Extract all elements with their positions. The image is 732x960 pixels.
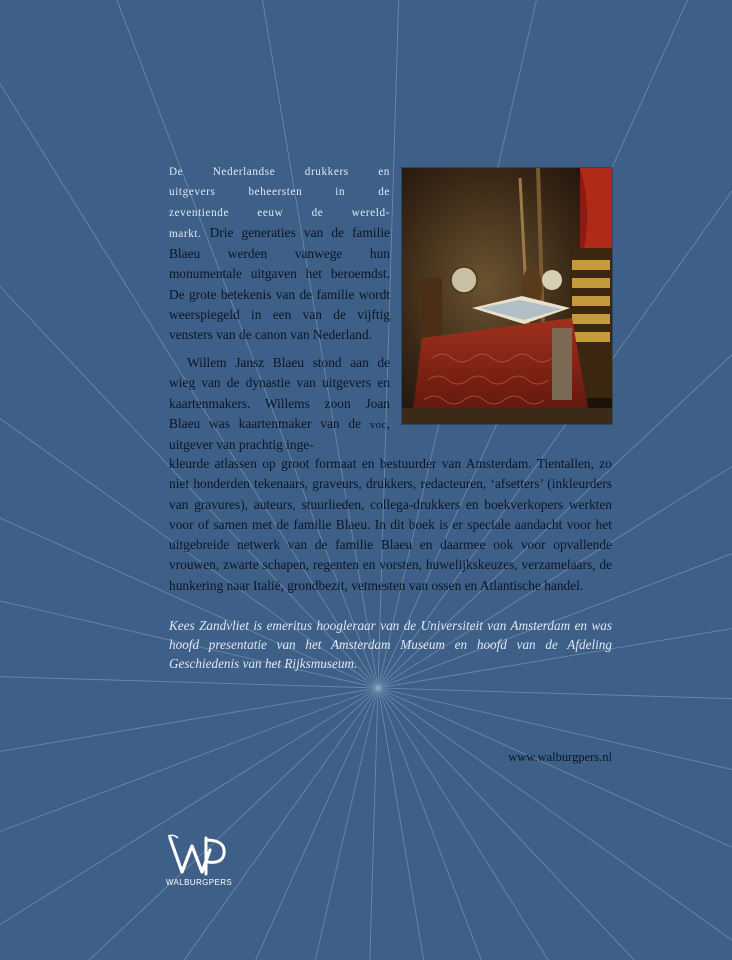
- intro-smallcaps-line-1: De Nederlandse drukkers en: [169, 166, 390, 178]
- compass-ray: [378, 688, 732, 960]
- compass-ray: [378, 688, 732, 730]
- author-bio: Kees Zandvliet is emeritus hoogleraar van de Universiteit van Amsterdam en was hoofd presentatie van het Amsterdam Museum en hoofd van de Afdeling Geschiedenis van het Rijksmuseum.: [169, 618, 612, 671]
- compass-ray: [378, 688, 610, 960]
- intro-continuation: Drie generaties van de familie Blaeu werden vanwege hun monumentale uitgaven het beroemdst. De grote betekenis van de familie wordt weerspiegeld in een van de vijftig vensters van de canon van Nederland.: [169, 224, 390, 343]
- walburgpers-logo-icon: [166, 832, 230, 882]
- logo-wordmark: WALBURGPERS: [165, 878, 233, 887]
- still-life-painting: [402, 168, 612, 424]
- paragraph-2-full-width: kleurde atlassen op groot formaat en bestuurder van Amsterdam. Tientallen, zo niet honderden tekenaars, graveurs, drukkers, redacteuren, ‘afsetters’ (inkleurders van gravures), auteurs, stuurlieden, collega-drukkers en boekverkopers werkten voor of samen met de familie Blaeu. In dit boek is er speciale aandacht voor het uitgebreide netwerk van de familie Blaeu en daarmee ook voor opvallende vrouwen, zwarte schapen, regenten en vorsten, huwelijkskeuzes, verzamelaars, de hunkering naar Italië, grondbezit, vetmesten van ossen en Atlantische handel.: [169, 456, 612, 593]
- compass-ray: [0, 688, 378, 960]
- compass-ray: [336, 688, 378, 960]
- intro-smallcaps-line-2: uitgevers beheersten in de: [169, 186, 390, 199]
- compass-ray: [0, 688, 378, 960]
- intro-smallcaps-line-3: zeventiende eeuw de wereld-: [169, 206, 390, 219]
- paragraph-2-narrow-end: , uitgever van prachtig inge-: [169, 415, 390, 453]
- voc-smallcaps: voc: [369, 418, 387, 431]
- paragraph-2-narrow: [169, 353, 390, 455]
- compass-ray: [0, 688, 378, 960]
- paragraph-2-text: Willem Jansz Blaeu stond aan de wieg van de dynastie van uitgevers en kaartenmakers. Willems zoon Joan Blaeu was kaartenmaker van de: [169, 355, 390, 431]
- compass-ray: [64, 688, 378, 960]
- compass-ray: [0, 688, 378, 960]
- publisher-url: www.walburgpers.nl: [508, 750, 612, 764]
- intro-paragraph: [169, 162, 390, 346]
- intro-smallcaps-last: markt.: [169, 227, 202, 240]
- compass-center: [376, 686, 380, 690]
- compass-ray: [0, 688, 378, 960]
